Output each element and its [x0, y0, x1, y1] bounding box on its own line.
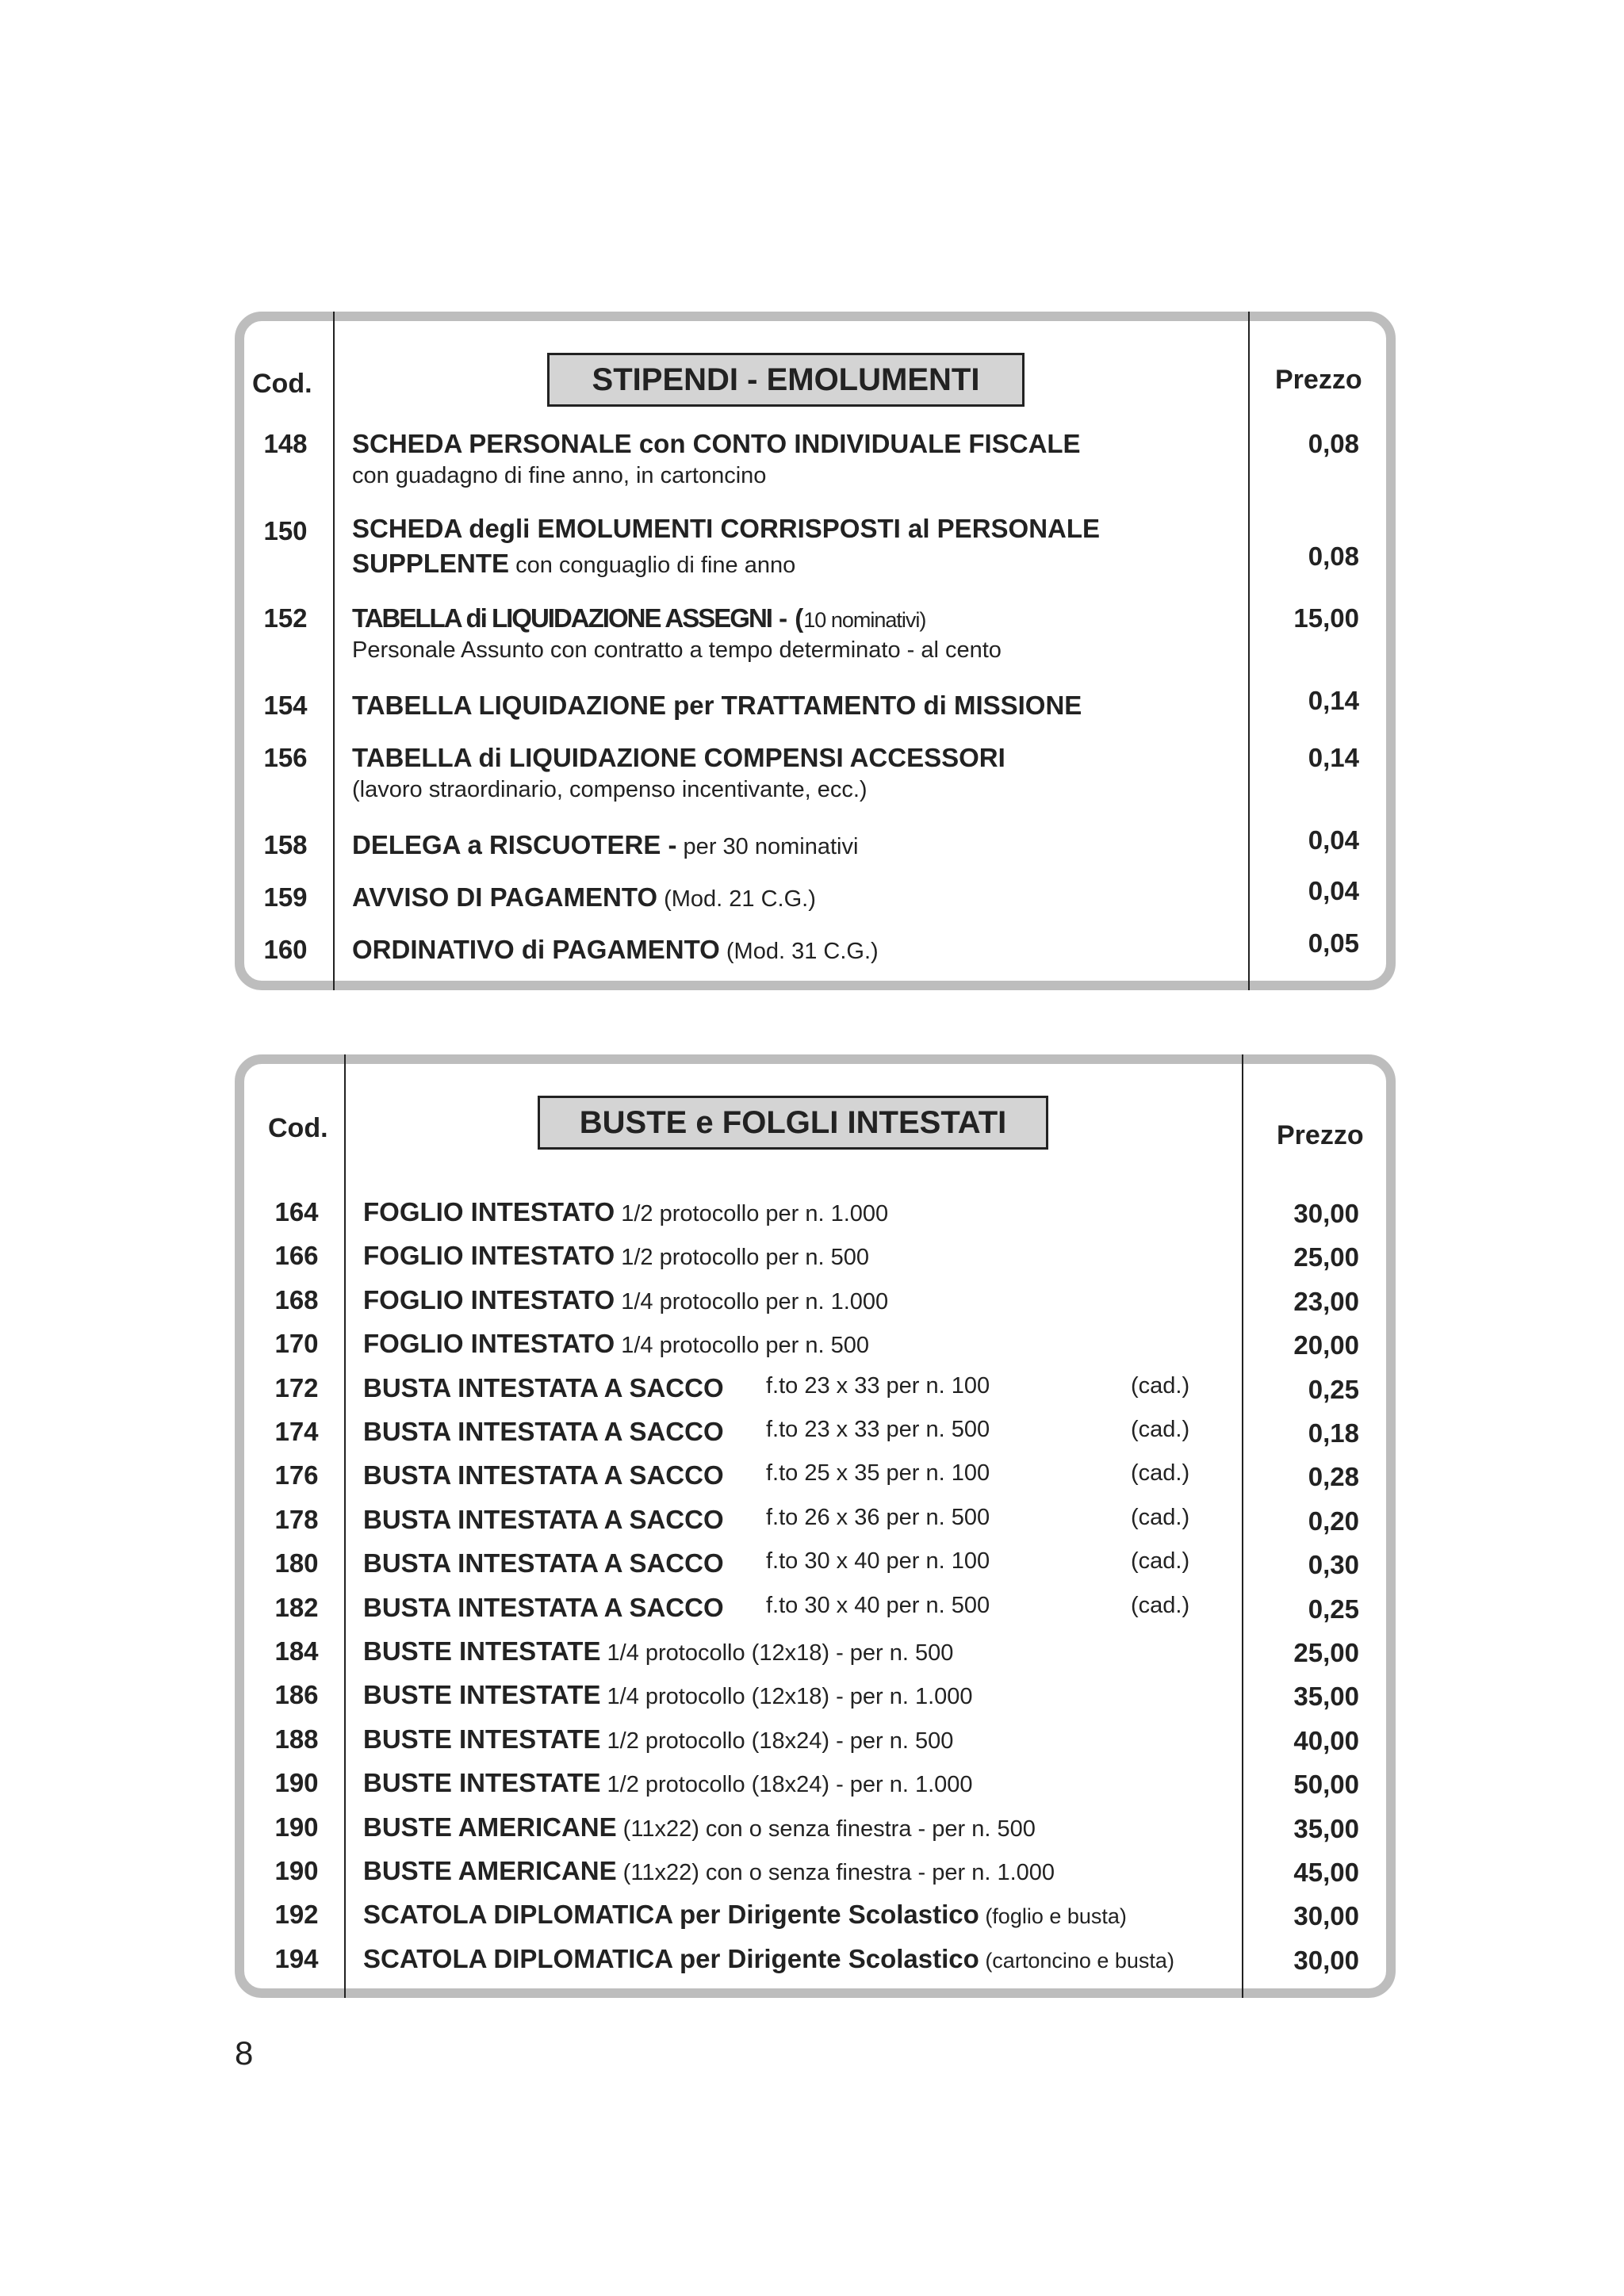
item-code: 176	[274, 1460, 319, 1490]
item-name: BUSTE INTESTATE	[363, 1768, 601, 1798]
item-code: 160	[263, 935, 308, 964]
item-unit: (cad.)	[1131, 1548, 1190, 1575]
item-note: con conguaglio di fine anno	[509, 553, 796, 578]
item-code: 156	[263, 743, 308, 772]
item-code: 148	[263, 429, 308, 458]
item-description	[363, 1856, 1055, 1886]
item-description	[363, 1812, 1036, 1843]
item-description	[363, 1241, 869, 1271]
item-unit: (cad.)	[1131, 1372, 1190, 1399]
item-price: 20,00	[1293, 1330, 1359, 1360]
item-price: 0,04	[1308, 876, 1359, 905]
item-description	[363, 1636, 953, 1667]
item-price: 15,00	[1293, 603, 1359, 633]
item-name: SCHEDA PERSONALE con CONTO INDIVIDUALE FISCALE	[352, 429, 1081, 458]
item-code: 190	[274, 1768, 319, 1798]
item-note: 1/4 protocollo per n. 1.000	[615, 1288, 889, 1314]
item-code: 190	[274, 1812, 319, 1842]
section-title: BUSTE e FOLGLI INTESTATI	[538, 1096, 1048, 1150]
item-note: 1/4 protocollo (12x18) - per n. 500	[600, 1640, 954, 1666]
item-note: 1/2 protocollo (18x24) - per n. 500	[600, 1728, 954, 1754]
item-price: 23,00	[1293, 1286, 1359, 1316]
item-name: TABELLA LIQUIDAZIONE per TRATTAMENTO di MISSIONE	[352, 691, 1082, 720]
price-column-header: Prezzo	[1275, 365, 1362, 395]
item-price: 45,00	[1293, 1858, 1359, 1887]
item-name: TABELLA di LIQUIDAZIONE ASSEGNI	[352, 603, 772, 633]
item-note: - (	[771, 603, 804, 633]
item-description	[363, 1505, 724, 1535]
item-description	[352, 511, 1100, 583]
item-price: 0,18	[1308, 1418, 1359, 1448]
item-code: 184	[274, 1636, 319, 1666]
item-price: 25,00	[1293, 1638, 1359, 1667]
item-price: 0,14	[1308, 743, 1359, 772]
item-code: 166	[274, 1241, 319, 1271]
item-code: 182	[274, 1592, 319, 1622]
item-name: BUSTA INTESTATA A SACCO	[363, 1548, 724, 1578]
item-code: 152	[263, 603, 308, 633]
item-price: 0,25	[1308, 1374, 1359, 1404]
item-note: 1/2 protocollo (18x24) - per n. 1.000	[600, 1772, 973, 1798]
item-description	[352, 882, 816, 913]
item-name: TABELLA di LIQUIDAZIONE COMPENSI ACCESSORI	[352, 743, 1005, 772]
code-column-header: Cod.	[252, 369, 312, 399]
item-code: 158	[263, 830, 308, 859]
item-description	[363, 1593, 724, 1623]
price-column-header: Prezzo	[1277, 1120, 1364, 1150]
item-description	[363, 1724, 953, 1755]
page-number: 8	[235, 2034, 254, 2072]
item-note: (Mod. 31 C.G.)	[719, 939, 879, 964]
item-description	[352, 935, 879, 965]
item-name: BUSTA INTESTATA A SACCO	[363, 1504, 724, 1534]
item-code: 178	[274, 1504, 319, 1534]
item-format: f.to 23 x 33 per n. 100	[766, 1372, 990, 1399]
column-divider	[344, 1054, 346, 1998]
item-note: (11x22) con o senza finestra - per n. 1.000	[616, 1860, 1055, 1885]
item-name: AVVISO DI PAGAMENTO	[352, 882, 658, 912]
item-description	[363, 1197, 888, 1227]
item-name: FOGLIO INTESTATO	[363, 1197, 615, 1226]
item-description	[363, 1900, 1127, 1930]
item-format: f.to 30 x 40 per n. 500	[766, 1592, 990, 1618]
item-price: 0,30	[1308, 1550, 1359, 1580]
item-note: (foglio e busta)	[979, 1904, 1127, 1929]
code-column-header: Cod.	[268, 1113, 328, 1143]
item-price: 0,28	[1308, 1462, 1359, 1492]
item-code: 170	[274, 1329, 319, 1359]
item-note: 1/2 protocollo per n. 1.000	[615, 1201, 889, 1226]
item-price: 0,20	[1308, 1506, 1359, 1536]
item-code: 192	[274, 1900, 319, 1930]
item-name-line2: SUPPLENTE	[352, 549, 510, 578]
item-name: BUSTA INTESTATA A SACCO	[363, 1460, 724, 1490]
item-description	[363, 1373, 724, 1403]
item-description	[352, 743, 1005, 803]
item-code: 190	[274, 1856, 319, 1885]
column-divider	[1242, 1054, 1243, 1998]
item-name: BUSTE AMERICANE	[363, 1856, 617, 1885]
item-name: BUSTA INTESTATA A SACCO	[363, 1417, 724, 1446]
item-price: 25,00	[1293, 1242, 1359, 1272]
item-description	[363, 1285, 888, 1315]
item-note: 1/4 protocollo per n. 500	[615, 1333, 869, 1359]
item-description	[363, 1768, 973, 1798]
item-unit: (cad.)	[1131, 1460, 1190, 1487]
item-name: ORDINATIVO di PAGAMENTO	[352, 935, 720, 964]
item-description	[352, 429, 1081, 489]
section-title: STIPENDI - EMOLUMENTI	[547, 353, 1025, 407]
item-price: 0,08	[1308, 541, 1359, 571]
item-price: 30,00	[1293, 1901, 1359, 1931]
item-name: FOGLIO INTESTATO	[363, 1241, 615, 1271]
item-code: 168	[274, 1284, 319, 1314]
item-price: 0,25	[1308, 1594, 1359, 1624]
item-code: 150	[263, 516, 308, 545]
item-note: (11x22) con o senza finestra - per n. 500	[616, 1816, 1036, 1842]
item-name: BUSTE INTESTATE	[363, 1724, 601, 1754]
item-code: 188	[274, 1724, 319, 1754]
item-code: 186	[274, 1680, 319, 1710]
item-price: 50,00	[1293, 1770, 1359, 1800]
item-format: f.to 23 x 33 per n. 500	[766, 1417, 990, 1442]
item-code: 164	[274, 1197, 319, 1226]
item-name: FOGLIO INTESTATO	[363, 1284, 615, 1314]
item-name: SCHEDA degli EMOLUMENTI CORRISPOSTI al PERSONALE	[352, 514, 1101, 543]
item-description	[363, 1329, 869, 1359]
item-name: BUSTE INTESTATE	[363, 1636, 601, 1666]
item-note-small: 10 nominativi)	[803, 608, 926, 632]
item-subtext: (lavoro straordinario, compenso incentivante, ecc.)	[352, 777, 868, 802]
item-name: FOGLIO INTESTATO	[363, 1329, 615, 1359]
item-code: 194	[274, 1943, 319, 1973]
item-price: 40,00	[1293, 1725, 1359, 1755]
item-name: BUSTE AMERICANE	[363, 1812, 617, 1842]
item-note: 1/4 protocollo (12x18) - per n. 1.000	[600, 1684, 973, 1710]
item-note: per 30 nominativi	[676, 834, 859, 859]
stipendi-table	[235, 312, 1396, 990]
item-format: f.to 25 x 35 per n. 100	[766, 1460, 990, 1487]
item-unit: (cad.)	[1131, 1592, 1190, 1618]
item-price: 35,00	[1293, 1813, 1359, 1843]
column-divider	[1248, 312, 1250, 990]
buste-table	[235, 1054, 1396, 1998]
item-note: (Mod. 21 C.G.)	[657, 886, 816, 912]
item-format: f.to 26 x 36 per n. 500	[766, 1504, 990, 1530]
item-description	[352, 691, 1082, 721]
item-name: BUSTE INTESTATE	[363, 1680, 601, 1710]
item-price: 0,14	[1308, 686, 1359, 715]
item-price: 0,05	[1308, 928, 1359, 958]
item-price: 30,00	[1293, 1199, 1359, 1228]
item-note: 1/2 protocollo per n. 500	[615, 1245, 869, 1271]
item-description	[363, 1548, 724, 1578]
item-description	[363, 1460, 724, 1490]
item-code: 180	[274, 1548, 319, 1578]
item-name: DELEGA a RISCUOTERE -	[352, 830, 677, 859]
item-code: 172	[274, 1372, 319, 1402]
item-price: 0,08	[1308, 429, 1359, 458]
item-name: BUSTA INTESTATA A SACCO	[363, 1372, 724, 1402]
item-price: 30,00	[1293, 1945, 1359, 1975]
item-unit: (cad.)	[1131, 1417, 1190, 1442]
item-description	[352, 603, 1002, 664]
item-code: 159	[263, 882, 308, 912]
item-unit: (cad.)	[1131, 1504, 1190, 1530]
item-subtext: con guadagno di fine anno, in cartoncino	[352, 463, 767, 488]
item-description	[363, 1680, 973, 1710]
column-divider	[333, 312, 335, 990]
item-code: 154	[263, 691, 308, 720]
item-price: 35,00	[1293, 1682, 1359, 1712]
item-code: 174	[274, 1417, 319, 1446]
item-note: (cartoncino e busta)	[979, 1948, 1174, 1973]
item-description	[363, 1417, 724, 1447]
item-subtext: Personale Assunto con contratto a tempo determinato - al cento	[352, 637, 1002, 663]
item-description	[352, 830, 858, 860]
item-format: f.to 30 x 40 per n. 100	[766, 1548, 990, 1575]
item-price: 0,04	[1308, 825, 1359, 855]
item-name: SCATOLA DIPLOMATICA per Dirigente Scolastico	[363, 1943, 979, 1973]
item-description	[363, 1944, 1174, 1974]
item-name: SCATOLA DIPLOMATICA per Dirigente Scolastico	[363, 1900, 979, 1930]
item-name: BUSTA INTESTATA A SACCO	[363, 1592, 724, 1622]
